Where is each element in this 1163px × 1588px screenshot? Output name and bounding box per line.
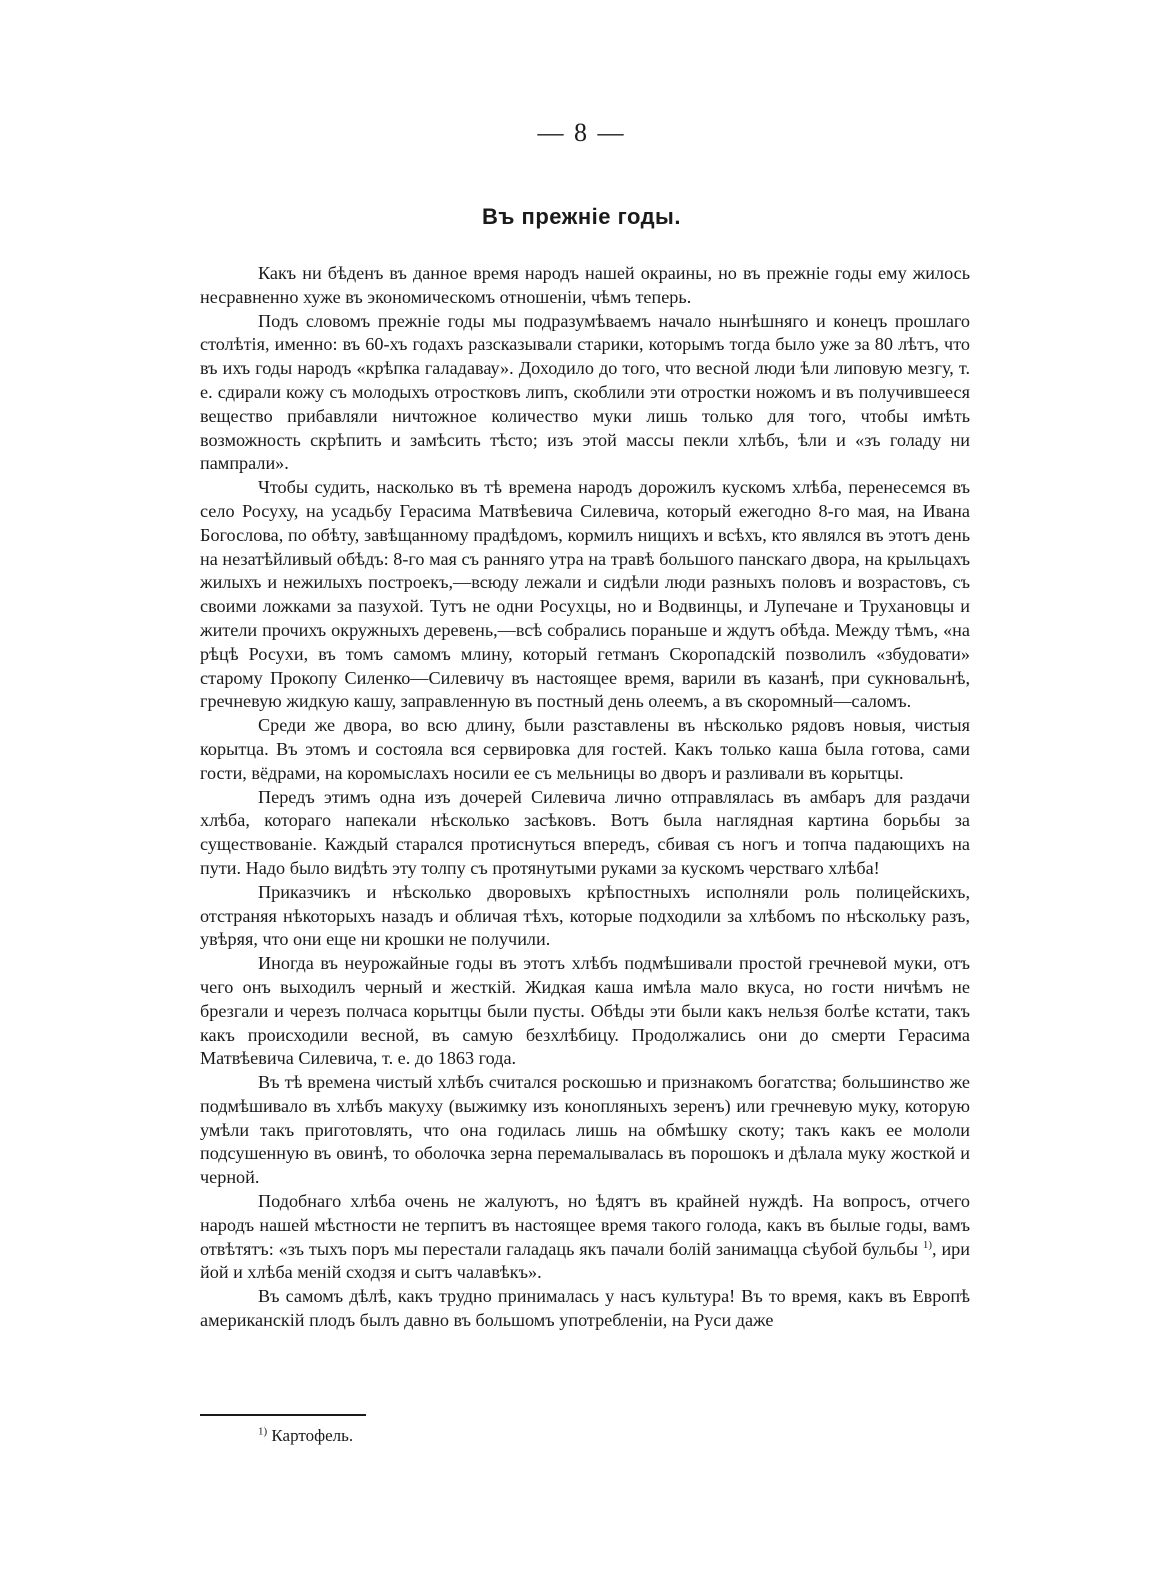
paragraph: Чтобы судить, насколько въ тѣ времена народъ дорожилъ кускомъ хлѣба, перенесемся въ село Росуху, на усадьбу Герасима Матвѣевича Силевича, который ежегодно 8-го мая, на Ивана Богослова, по обѣту, завѣщанному прадѣдомъ, кормилъ нищихъ и всѣхъ, кто являлся въ этотъ день на незатѣйливый обѣдъ: 8-го мая съ ранняго утра на травѣ большого панскаго двора, на крыльцахъ жилыхъ и нежилыхъ построекъ,—всюду лежали и сидѣли люди разныхъ половъ и возрастовъ, съ своими ложками за пазухой. Тутъ не одни Росухцы, но и Водвинцы, и Лупечане и Трухановцы и жители прочихъ окружныхъ деревень,—всѣ собрались пораньше и ждутъ обѣда. Между тѣмъ, «на рѣцѣ Росухи, въ томъ самомъ млину, который гетманъ Скоропадскій позволилъ «збудовати» старому Прокопу Силенко—Силевичу въ настоящее время, варили въ казанѣ, при сукновальнѣ, гречневую жидкую кашу, заправленную въ постный день олеемъ, а въ скоромный—саломъ. xyxy=(200,477,970,712)
body-text xyxy=(200,262,970,1333)
paragraph-text-tail: , ири йой и хлѣба меній сходзя и сытъ чалавѣкъ». xyxy=(200,1238,971,1283)
paragraph: Въ самомъ дѣлѣ, какъ трудно принималась у насъ культура! Въ то время, какъ въ Европѣ американскій плодъ былъ давно въ большомъ употребленіи, на Руси даже xyxy=(200,1286,970,1331)
paragraph: Въ тѣ времена чистый хлѣбъ считался роскошью и признакомъ богатства; большинство же подмѣшивало въ хлѣбъ макуху (выжимку изъ конопляныхъ зеренъ) или гречневую муку, которую умѣли такъ приготовлять, что она годилась лишь на обмѣшку скоту; такъ какъ ее мололи подсушенную въ овинѣ, то оболочка зерна перемалывалась въ порошокъ и дѣлала муку жосткой и черной. xyxy=(200,1072,970,1188)
section-title: Въ прежніе годы. xyxy=(482,204,681,229)
paragraph: Среди же двора, во всю длину, были разставлены въ нѣсколько рядовъ новыя, чистыя корытца. Въ этомъ и состояла вся сервировка для гостей. Какъ только каша была готова, сами гости, вёдрами, на коромыслахъ носили ее съ мельницы во дворъ и разливали въ корытцы. xyxy=(200,715,970,783)
paragraph: Приказчикъ и нѣсколько дворовыхъ крѣпостныхъ исполняли роль полицейскихъ, отстраняя нѣкоторыхъ назадъ и обличая тѣхъ, которые подходили за хлѣбомъ по нѣскольку разъ, увѣряя, что они еще ни крошки не получили. xyxy=(200,881,970,950)
footnote xyxy=(258,1426,353,1446)
paragraph: Какъ ни бѣденъ въ данное время народъ нашей окраины, но въ прежніе годы ему жилось несравненно хуже въ экономическомъ отношеніи, чѣмъ теперь. xyxy=(200,263,970,307)
paragraph: Подъ словомъ прежніе годы мы подразумѣваемъ начало нынѣшняго и конецъ прошлаго столѣтія, именно: въ 60-хъ годахъ разсказывали старики, которымъ тогда было уже за 80 лѣтъ, что въ ихъ годы народъ «крѣпка галадавау». Доходило до того, что весной люди ѣли липовую мезгу, т. е. сдирали кожу съ молодыхъ отростковъ липъ, скоблили эти отростки ножомъ и въ получившееся вещество прибавляли ничтожное количество муки лишь только для того, чтобы имѣть возможность скрѣпить и замѣсить тѣсто; изъ этой массы пекли хлѣбъ, ѣли и «зъ голаду ни пампрали». xyxy=(200,310,970,474)
paragraph: Передъ этимъ одна изъ дочерей Силевича лично отправлялась въ амбаръ для раздачи хлѣба, котораго напекали нѣсколько засѣковъ. Вотъ была наглядная картина борьбы за существованіе. Каждый старался протиснуться впередъ, сбивая съ ногъ и топча падающихъ на пути. Надо было видѣть эту толпу съ протянутыми руками за кускомъ черстваго хлѣба! xyxy=(200,786,970,878)
footnote-text: Картофель. xyxy=(271,1426,354,1445)
page-number: — 8 — xyxy=(537,118,626,147)
paragraph: Иногда въ неурожайные годы въ этотъ хлѣбъ подмѣшивали простой гречневой муки, отъ чего онъ выходилъ черный и жесткій. Жидкая каша имѣла мало вкуса, но гости ничѣмъ не брезгали и черезъ полчаса корытцы были пусты. Обѣды эти были какъ нельзя болѣе кстати, такъ какъ происходили весной, въ самую безхлѣбицу. Продолжались они до смерти Герасима Матвѣевича Силевича, т. е. до 1863 года. xyxy=(200,953,970,1069)
paragraph-text: Подобнаго хлѣба очень не жалуютъ, но ѣдятъ въ крайней нуждѣ. На вопросъ, отчего народъ нашей мѣстности не терпитъ въ настоящее время такого голода, какъ въ былые годы, вамъ отвѣтятъ: «зъ тыхъ поръ мы перестали галадаць якъ пачали болій занимацца сѣубой бульбы xyxy=(200,1191,970,1259)
footnote-reference: 1) xyxy=(922,1238,932,1251)
footnote-mark: 1) xyxy=(258,1425,268,1438)
footnote-divider xyxy=(200,1414,366,1416)
paragraph xyxy=(200,1190,970,1285)
